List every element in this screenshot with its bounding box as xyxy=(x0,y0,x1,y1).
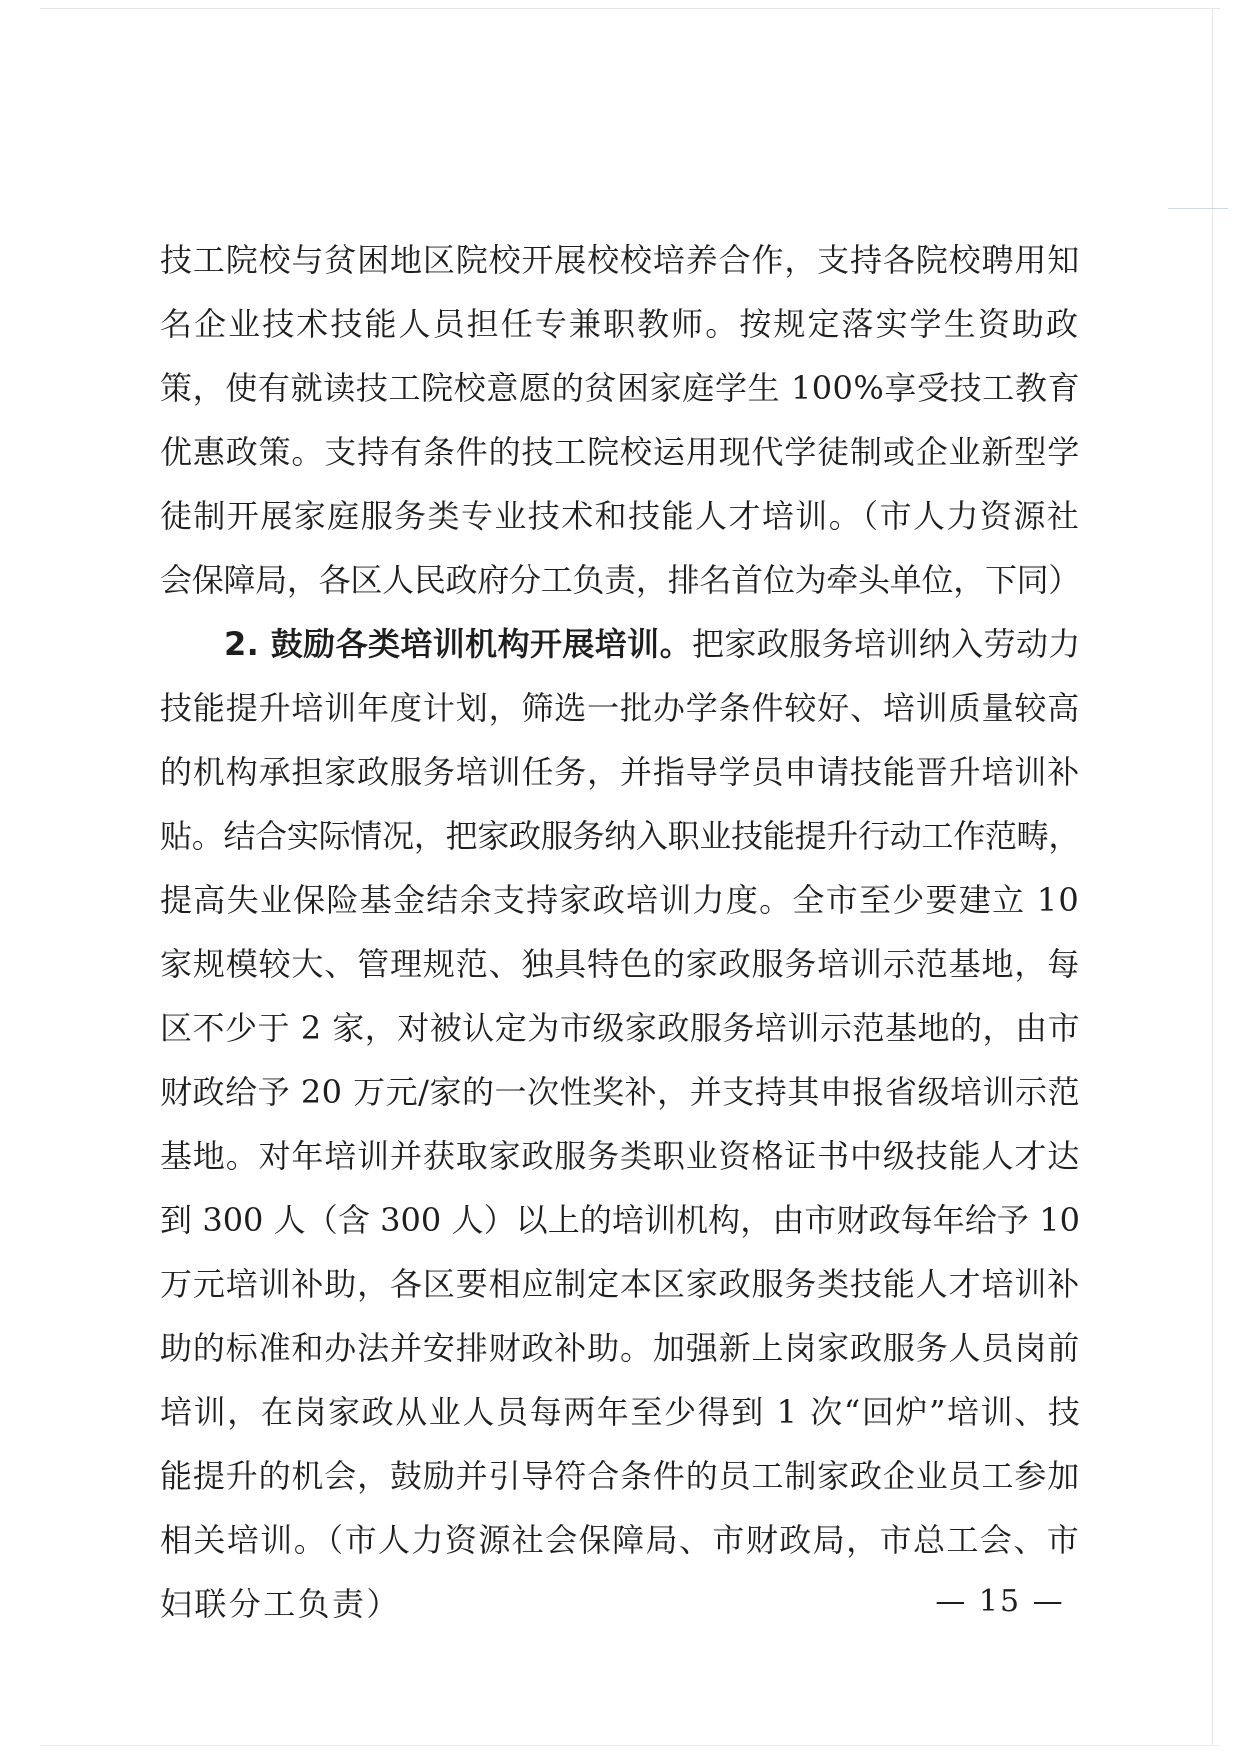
paragraph-line: 会保障局，各区人民政府分工负责，排名首位为牵头单位，下同） xyxy=(160,561,1080,599)
paragraph-line: 徒制开展家庭服务类专业技术和技能人才培训。（市人力资源社 xyxy=(160,497,1080,535)
paragraph-line: 财政给予 20 万元/家的一次性奖补，并支持其申报省级培训示范 xyxy=(160,1073,1080,1111)
paragraph-line: 名企业技术技能人员担任专兼职教师。按规定落实学生资助政 xyxy=(160,305,1080,343)
scan-edge-mark xyxy=(1168,208,1228,209)
paragraph-line: 的机构承担家政服务培训任务，并指导学员申请技能晋升培训补 xyxy=(160,753,1080,791)
paragraph-line: 基地。对年培训并获取家政服务类职业资格证书中级技能人才达 xyxy=(160,1137,1080,1175)
paragraph-line: 到 300 人（含 300 人）以上的培训机构，由市财政每年给予 10 xyxy=(160,1201,1080,1239)
paragraph-line: 策，使有就读技工院校意愿的贫困家庭学生 100%享受技工教育 xyxy=(160,369,1080,407)
paragraph-line-rest: 把家政服务培训纳入劳动力 xyxy=(691,625,1081,663)
paragraph-line: 区不少于 2 家，对被认定为市级家政服务培训示范基地的，由市 xyxy=(160,1009,1080,1047)
paragraph-line: 优惠政策。支持有条件的技工院校运用现代学徒制或企业新型学 xyxy=(160,433,1080,471)
scan-edge-right xyxy=(1212,8,1213,1745)
paragraph-line: 万元培训补助，各区要相应制定本区家政服务类技能人才培训补 xyxy=(160,1265,1080,1303)
paragraph-line: 技工院校与贫困地区院校开展校校培养合作，支持各院校聘用知 xyxy=(160,241,1080,279)
paragraph-line: 助的标准和办法并安排财政补助。加强新上岗家政服务人员岗前 xyxy=(160,1329,1080,1367)
paragraph-line: 相关培训。（市人力资源社会保障局、市财政局，市总工会、市 xyxy=(160,1521,1080,1559)
section-heading-line xyxy=(160,612,1080,676)
paragraph-line-last: 妇联分工负责） xyxy=(160,1585,401,1623)
document-body xyxy=(160,228,1080,1636)
paragraph-line: 能提升的机会，鼓励并引导符合条件的员工制家政企业员工参加 xyxy=(160,1457,1080,1495)
paragraph-line: 贴。结合实际情况，把家政服务纳入职业技能提升行动工作范畴， xyxy=(160,817,1080,855)
paragraph-line: 家规模较大、管理规范、独具特色的家政服务培训示范基地，每 xyxy=(160,945,1080,983)
paragraph-line: 技能提升培训年度计划，筛选一批办学条件较好、培训质量较高 xyxy=(160,689,1080,727)
paragraph-line: 培训，在岗家政从业人员每两年至少得到 1 次“回炉”培训、技 xyxy=(160,1393,1082,1431)
section-heading: 2. 鼓励各类培训机构开展培训。 xyxy=(224,625,692,663)
paragraph-line: 提高失业保险基金结余支持家政培训力度。全市至少要建立 10 xyxy=(160,881,1080,919)
page-number: — 15 — xyxy=(935,1584,1065,1619)
scan-edge-bottom xyxy=(40,1745,1220,1746)
scan-edge-top xyxy=(40,8,1220,9)
